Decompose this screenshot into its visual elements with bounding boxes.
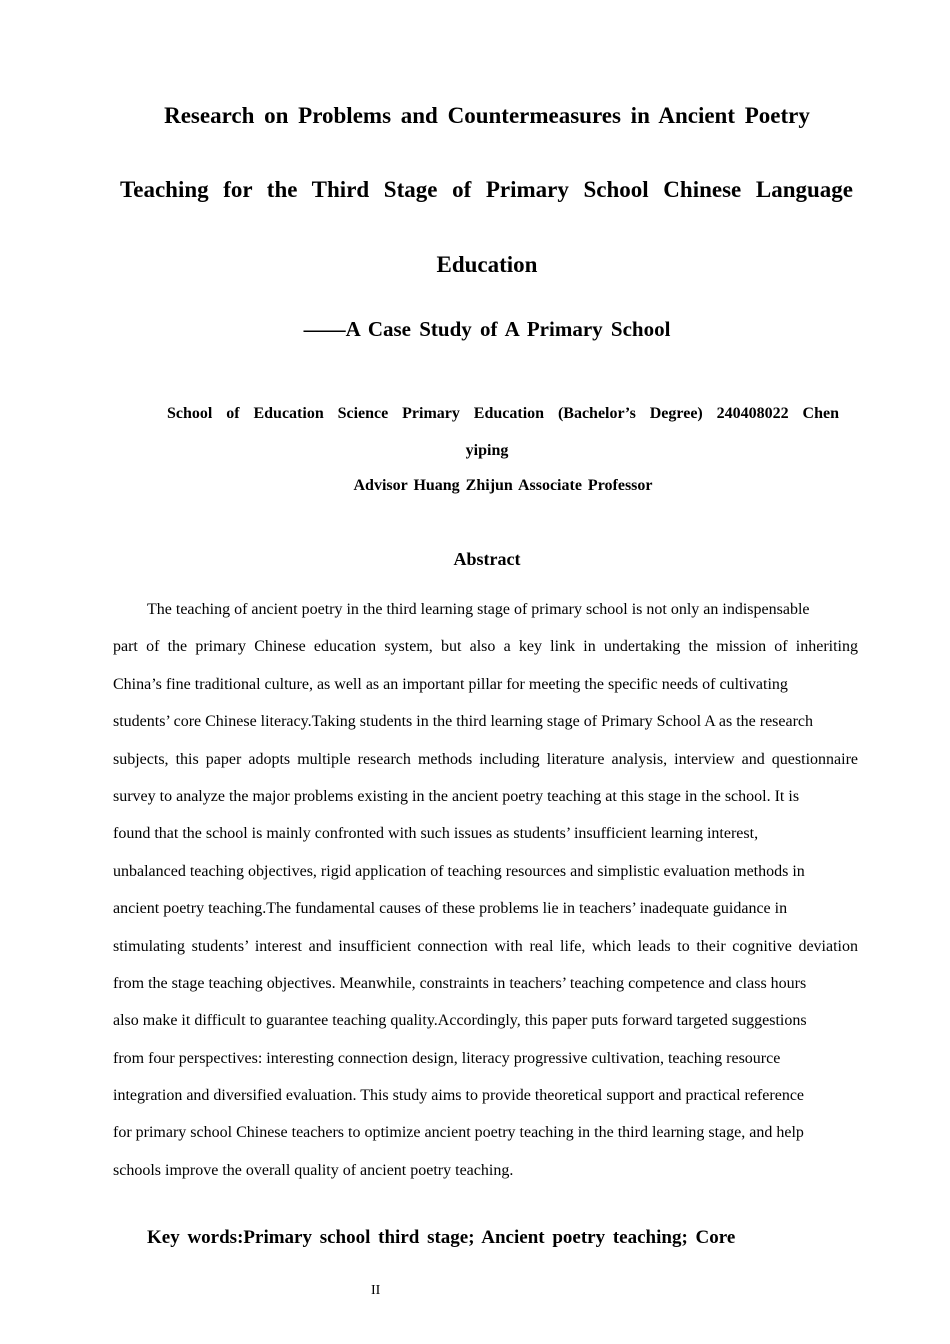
author-affiliation-line-2: yiping [465, 442, 509, 459]
subtitle: ——A Case Study of A Primary School [303, 317, 671, 341]
abstract-line: survey to analyze the major problems existing in the ancient poetry teaching at this stage in the school. It is [113, 787, 800, 805]
abstract-line: found that the school is mainly confronted with such issues as students’ insufficient learning interest, [113, 825, 759, 843]
abstract-line: from four perspectives: interesting connection design, literacy progressive cultivation, teaching resource [113, 1049, 781, 1067]
abstract-body [113, 591, 858, 1189]
keywords-line [147, 1225, 735, 1251]
title-line-3: Education [436, 252, 538, 277]
abstract-line: part of the primary Chinese education system, but also a key link in undertaking the mission of inheriting [113, 638, 858, 656]
abstract-heading: Abstract [453, 549, 521, 569]
abstract-line: integration and diversified evaluation. This study aims to provide theoretical support and practical reference [113, 1087, 805, 1105]
abstract-line: subjects, this paper adopts multiple research methods including literature analysis, interview and questionnaire [113, 750, 858, 768]
author-affiliation-line-1: School of Education Science Primary Education (Bachelor’s Degree) 240408022 Chen [167, 405, 839, 422]
abstract-line: for primary school Chinese teachers to optimize ancient poetry teaching in the third learning stage, and help [113, 1124, 804, 1142]
abstract-line: The teaching of ancient poetry in the third learning stage of primary school is not only an indispensable [147, 601, 810, 618]
abstract-line: China’s fine traditional culture, as well as an important pillar for meeting the specific needs of cultivating [113, 675, 788, 693]
abstract-line: stimulating students’ interest and insufficient connection with real life, which leads to their cognitive deviation [113, 937, 858, 955]
keywords-text: Primary school third stage; Ancient poetry teaching; Core [243, 1227, 736, 1248]
title-line-1: Research on Problems and Countermeasures in Ancient Poetry [164, 103, 810, 128]
advisor-line: Advisor Huang Zhijun Associate Professor [353, 477, 653, 494]
abstract-line: also make it difficult to guarantee teaching quality.Accordingly, this paper puts forward targeted suggestions [113, 1012, 807, 1030]
abstract-line: schools improve the overall quality of ancient poetry teaching. [113, 1161, 514, 1179]
title-line-2: Teaching for the Third Stage of Primary School Chinese Language [120, 177, 853, 202]
abstract-line: unbalanced teaching objectives, rigid application of teaching resources and simplistic evaluation methods in [113, 862, 805, 880]
page-number: II [371, 1283, 381, 1298]
keywords-label: Key words: [147, 1227, 244, 1248]
abstract-line: students’ core Chinese literacy.Taking students in the third learning stage of Primary School A as the research [113, 713, 814, 731]
abstract-line: from the stage teaching objectives. Meanwhile, constraints in teachers’ teaching competence and class hours [113, 974, 807, 992]
abstract-line: ancient poetry teaching.The fundamental causes of these problems lie in teachers’ inadequate guidance in [113, 900, 788, 918]
